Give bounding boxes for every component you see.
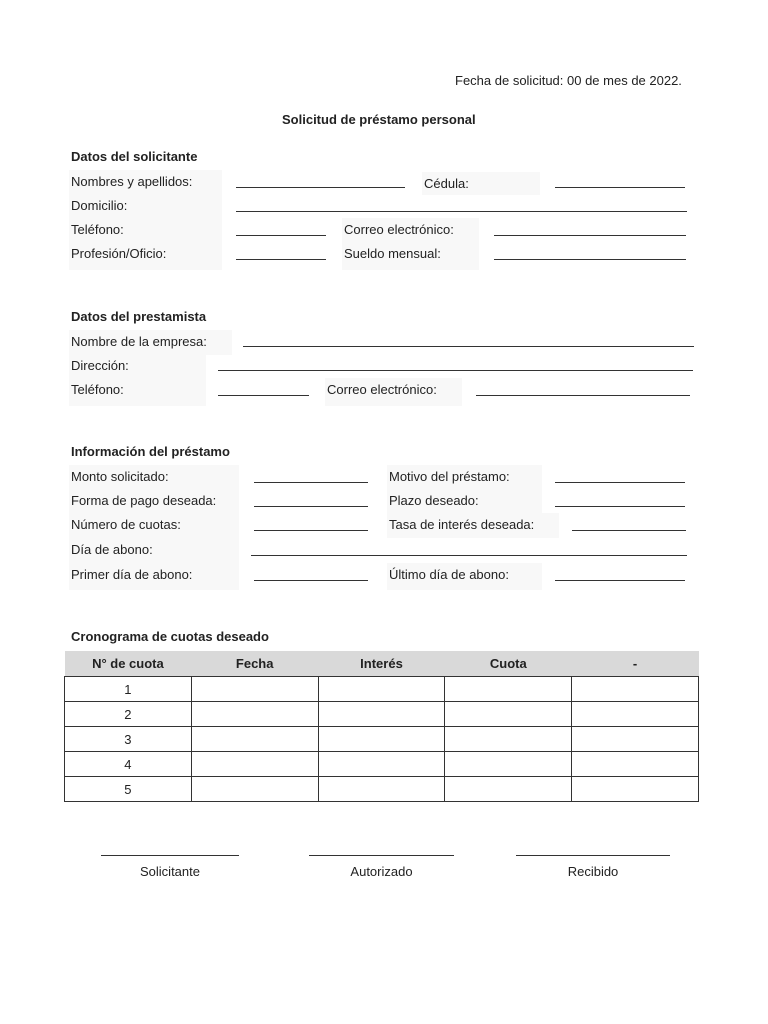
table-row xyxy=(65,677,699,702)
signature-label-autorizado: Autorizado xyxy=(350,864,413,879)
table-header-row xyxy=(65,651,699,677)
field-telefono-solicitante[interactable] xyxy=(236,235,326,236)
field-monto[interactable] xyxy=(254,482,368,483)
label-tasa: Tasa de interés deseada: xyxy=(387,513,559,538)
field-dia-abono[interactable] xyxy=(251,555,687,556)
field-cedula[interactable] xyxy=(555,187,685,188)
field-domicilio[interactable] xyxy=(236,211,687,212)
cuota-number: 3 xyxy=(65,727,192,752)
table-row xyxy=(65,777,699,802)
table-cell[interactable] xyxy=(445,702,572,727)
page-title: Solicitud de préstamo personal xyxy=(282,112,476,127)
cuota-number: 2 xyxy=(65,702,192,727)
label-monto: Monto solicitado: xyxy=(69,465,239,490)
label-primer-dia: Primer día de abono: xyxy=(69,563,239,590)
table-cell[interactable] xyxy=(318,777,445,802)
section-heading-prestamista: Datos del prestamista xyxy=(71,309,207,324)
label-profesion: Profesión/Oficio: xyxy=(69,242,222,270)
field-primer-dia[interactable] xyxy=(254,580,368,581)
field-forma-pago[interactable] xyxy=(254,506,368,507)
table-cell[interactable] xyxy=(191,702,318,727)
table-cell[interactable] xyxy=(445,777,572,802)
field-tasa[interactable] xyxy=(572,530,686,531)
table-cell[interactable] xyxy=(318,727,445,752)
field-direccion[interactable] xyxy=(218,370,693,371)
signature-label-solicitante: Solicitante xyxy=(140,864,200,879)
schedule-table xyxy=(64,651,699,802)
request-date: Fecha de solicitud: 00 de mes de 2022. xyxy=(455,73,682,88)
field-cuotas[interactable] xyxy=(254,530,368,531)
cuota-number: 1 xyxy=(65,677,192,702)
table-cell[interactable] xyxy=(445,727,572,752)
signature-label-recibido: Recibido xyxy=(567,864,619,879)
section-heading-solicitante: Datos del solicitante xyxy=(71,149,198,164)
column-header: Interés xyxy=(318,651,445,677)
table-cell[interactable] xyxy=(572,677,699,702)
section-heading-prestamo: Información del préstamo xyxy=(71,444,230,459)
column-header: N° de cuota xyxy=(65,651,192,677)
column-header: Cuota xyxy=(445,651,572,677)
table-cell[interactable] xyxy=(445,677,572,702)
field-sueldo[interactable] xyxy=(494,259,686,260)
table-row xyxy=(65,727,699,752)
label-plazo: Plazo deseado: xyxy=(387,489,542,514)
field-motivo[interactable] xyxy=(555,482,685,483)
field-profesion[interactable] xyxy=(236,259,326,260)
field-nombres[interactable] xyxy=(236,187,405,188)
column-header: - xyxy=(572,651,699,677)
table-cell[interactable] xyxy=(572,702,699,727)
table-cell[interactable] xyxy=(318,677,445,702)
table-row xyxy=(65,702,699,727)
label-telefono-solicitante: Teléfono: xyxy=(69,218,222,243)
label-cuotas: Número de cuotas: xyxy=(69,513,239,538)
section-heading-cronograma: Cronograma de cuotas deseado xyxy=(71,629,269,644)
table-cell[interactable] xyxy=(572,727,699,752)
label-dia-abono: Día de abono: xyxy=(69,538,239,563)
field-empresa[interactable] xyxy=(243,346,694,347)
field-telefono-prestamista[interactable] xyxy=(218,395,309,396)
label-empresa: Nombre de la empresa: xyxy=(69,330,232,355)
label-motivo: Motivo del préstamo: xyxy=(387,465,542,490)
signature-line-autorizado[interactable] xyxy=(309,855,454,856)
label-telefono-prestamista: Teléfono: xyxy=(69,378,206,406)
cuota-number: 4 xyxy=(65,752,192,777)
table-cell[interactable] xyxy=(572,752,699,777)
label-direccion: Dirección: xyxy=(69,354,206,379)
table-cell[interactable] xyxy=(572,777,699,802)
table-cell[interactable] xyxy=(191,677,318,702)
field-ultimo-dia[interactable] xyxy=(555,580,685,581)
field-plazo[interactable] xyxy=(555,506,685,507)
table-row xyxy=(65,752,699,777)
label-cedula: Cédula: xyxy=(422,172,540,195)
label-sueldo: Sueldo mensual: xyxy=(342,242,479,270)
label-domicilio: Domicilio: xyxy=(69,194,222,219)
column-header: Fecha xyxy=(191,651,318,677)
table-cell[interactable] xyxy=(191,752,318,777)
label-ultimo-dia: Último día de abono: xyxy=(387,563,542,590)
label-correo-prestamista: Correo electrónico: xyxy=(325,378,462,406)
cuota-number: 5 xyxy=(65,777,192,802)
table-cell[interactable] xyxy=(318,752,445,777)
table-cell[interactable] xyxy=(191,727,318,752)
label-correo-solicitante: Correo electrónico: xyxy=(342,218,479,243)
label-nombres: Nombres y apellidos: xyxy=(69,170,222,195)
table-cell[interactable] xyxy=(191,777,318,802)
signature-line-solicitante[interactable] xyxy=(101,855,239,856)
field-correo-prestamista[interactable] xyxy=(476,395,690,396)
label-forma-pago: Forma de pago deseada: xyxy=(69,489,239,514)
signature-line-recibido[interactable] xyxy=(516,855,670,856)
table-cell[interactable] xyxy=(318,702,445,727)
field-correo-solicitante[interactable] xyxy=(494,235,686,236)
table-cell[interactable] xyxy=(445,752,572,777)
